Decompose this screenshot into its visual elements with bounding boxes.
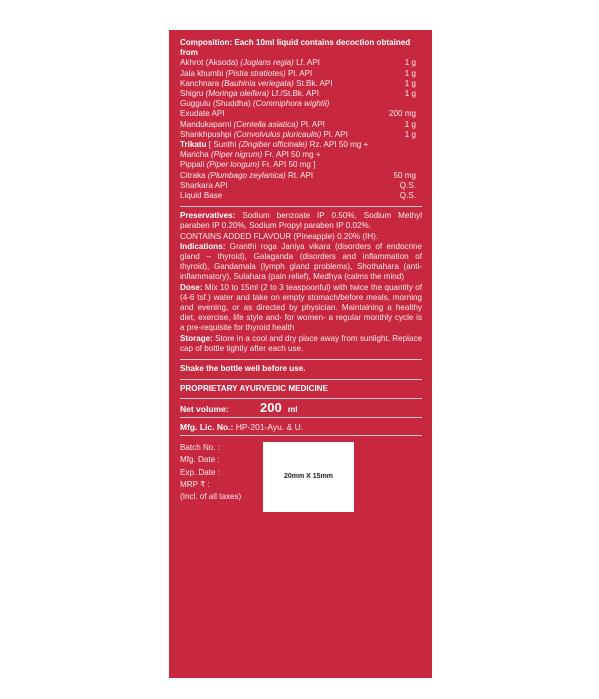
trikatu-line: Maricha (Piper nigrum) Fr. API 50 mg + xyxy=(180,150,321,160)
divider xyxy=(180,398,422,399)
product-label-panel xyxy=(169,30,432,678)
composition-item: Jala khumbi (Pistia stratiotes) Pl. API 1 g xyxy=(180,68,416,78)
composition-item: Shigru (Moringa oleifera) Lf./St.Bk. API 1 g xyxy=(180,89,416,99)
trikatu-line: Pippali (Piper longum) Fr. API 50 mg ] xyxy=(180,160,316,170)
composition-item: Mandukaparni (Centella asiatica) Pl. API 1 g xyxy=(180,119,416,129)
mfg-date-label: Mfg. Date : xyxy=(180,455,220,465)
print-area-label: 20mm X 15mm xyxy=(283,472,334,480)
divider xyxy=(180,435,422,436)
exp-date-label: Exp. Date : xyxy=(180,467,221,477)
shake-notice: Shake the bottle well before use. xyxy=(180,364,306,374)
composition-item: Exudate API 200 mg xyxy=(180,109,416,119)
composition-item: Shankhpushpi (Convolvulus pluricaulis) Pl. API 1 g xyxy=(180,129,416,139)
flavour-text: CONTAINS ADDED FLAVOUR (Pineapple) 0.20% (IH). xyxy=(180,231,379,241)
divider xyxy=(180,379,422,380)
dose-block: Dose: Mix 10 to 15ml (2 to 3 teaspoonful) with twice the quantity of (4-6 tsf.) water and take on empty stomach/before meals, morning and evening, or as directed by physician. Maintaining a healthy diet, exercise, life style and- for women- a regular monthly cycle is a pre-requisite for thyroid health xyxy=(180,282,423,333)
batch-no-label: Batch No. : xyxy=(180,442,221,452)
proprietary-title: PROPRIETARY AYURVEDIC MEDICINE xyxy=(180,384,328,394)
preservatives-block: Preservatives: Sodium benzoate IP 0.50%, Sodium Methyl paraben IP 0.20%, Sodium Propyl paraben IP 0.02%. xyxy=(180,211,422,231)
mfg-licence: Mfg. Lic. No.: HP-201-Ayu. & U. xyxy=(180,421,304,432)
storage-block: Storage: Store in a cool and dry place away from sunlight. Replace cap of bottle tightly after each use. xyxy=(180,333,422,353)
composition-item: Guggulu (Shuddha) (Commiphora wightii) xyxy=(180,99,330,109)
net-volume: Net volume: 200 ml xyxy=(180,399,298,415)
composition-item: Kanchnara (Bauhinia veriegata) St.Bk. API 1 g xyxy=(180,78,416,88)
composition-item: Citraka (Plumbago zeylanica) Rt. API 50 mg xyxy=(180,170,416,180)
divider xyxy=(180,417,422,418)
tax-note: (Incl. of all taxes) xyxy=(180,491,242,501)
trikatu-line: Trikatu [ Sunthi (Zingiber officinale) Rz. API 50 mg + xyxy=(180,140,369,150)
divider xyxy=(180,206,422,207)
divider xyxy=(180,359,422,360)
indications-block: Indications: Granthi roga Janiya vikara (disorders of endocrine gland – thyroid), Galaganda (disorders and inflammation of thyroid), Gandamala (lymph gland problems), Shothahara (anti-inflammatory), Sulahara (pain relief), Medhya (calms the mind) xyxy=(180,241,422,282)
mrp-label: MRP ₹ : xyxy=(180,480,210,490)
composition-heading: Composition: Each 10ml liquid contains decoction obtained from xyxy=(180,38,411,58)
batch-section xyxy=(180,442,422,502)
composition-item: Sharkara API Q.S. xyxy=(180,180,416,190)
print-area-box xyxy=(263,442,354,512)
composition-item: Liquid Base Q.S. xyxy=(180,191,416,201)
composition-item: Akhrot (Aksoda) (Juglans regia) Lf. API 1 g xyxy=(180,58,416,68)
